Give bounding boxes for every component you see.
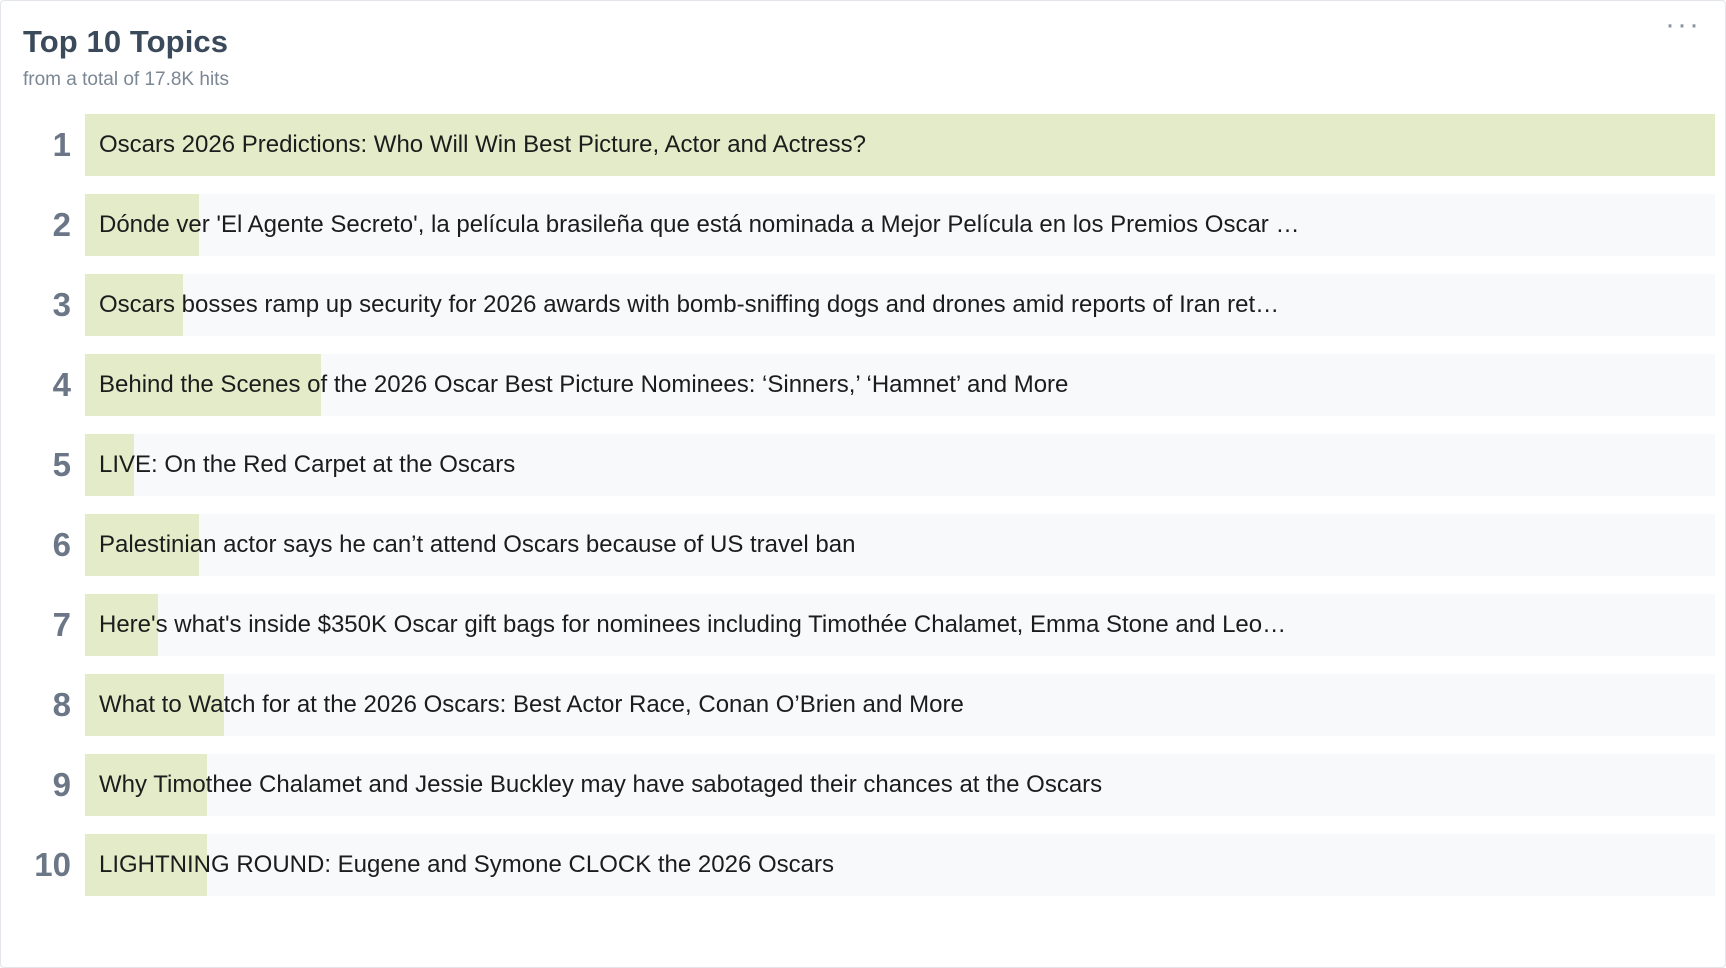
bar-track[interactable]	[85, 354, 1715, 416]
list-item[interactable]	[1, 114, 1715, 176]
list-item[interactable]	[1, 274, 1715, 336]
bar-track[interactable]	[85, 594, 1715, 656]
bar-track[interactable]	[85, 834, 1715, 896]
topic-label: Behind the Scenes of the 2026 Oscar Best Picture Nominees: ‘Sinners,’ ‘Hamnet’ and More	[99, 370, 1069, 398]
list-item[interactable]	[1, 834, 1715, 896]
rank-label: 5	[52, 445, 71, 483]
rank-label: 3	[52, 285, 71, 323]
rank-label: 8	[52, 685, 71, 723]
rank-label: 10	[34, 845, 71, 883]
topic-label: What to Watch for at the 2026 Oscars: Best Actor Race, Conan O’Brien and More	[99, 690, 964, 718]
bar-track[interactable]	[85, 274, 1715, 336]
topic-label: Why Timothee Chalamet and Jessie Buckley may have sabotaged their chances at the Oscars	[99, 770, 1103, 798]
topic-label: Dónde ver 'El Agente Secreto', la película brasileña que está nominada a Mejor Película en los Premios Oscar …	[99, 210, 1300, 238]
topic-label: LIVE: On the Red Carpet at the Oscars	[99, 450, 516, 478]
rank-label: 4	[52, 365, 71, 403]
page-title: Top 10 Topics	[23, 24, 229, 59]
rank-label: 1	[52, 125, 71, 163]
list-item[interactable]	[1, 594, 1715, 656]
list-item[interactable]	[1, 514, 1715, 576]
topic-label: Oscars 2026 Predictions: Who Will Win Best Picture, Actor and Actress?	[99, 130, 866, 158]
list-item[interactable]	[1, 354, 1715, 416]
list-item[interactable]	[1, 754, 1715, 816]
rank-label: 6	[52, 525, 71, 563]
list-item[interactable]	[1, 434, 1715, 496]
topics-list	[1, 114, 1725, 896]
topic-label: LIGHTNING ROUND: Eugene and Symone CLOCK the 2026 Oscars	[99, 850, 834, 878]
card-header	[1, 1, 1725, 92]
topic-label: Oscars bosses ramp up security for 2026 awards with bomb-sniffing dogs and drones amid reports of Iran ret…	[99, 290, 1280, 318]
list-item[interactable]	[1, 674, 1715, 736]
bar-track[interactable]	[85, 114, 1715, 176]
bar-track[interactable]	[85, 514, 1715, 576]
ellipsis-icon[interactable]: ···	[1665, 8, 1701, 41]
bar-track[interactable]	[85, 754, 1715, 816]
bar-track[interactable]	[85, 434, 1715, 496]
rank-label: 7	[52, 605, 71, 643]
bar-track[interactable]	[85, 194, 1715, 256]
rank-label: 2	[52, 205, 71, 243]
list-item[interactable]	[1, 194, 1715, 256]
bar-track[interactable]	[85, 674, 1715, 736]
card-subtitle: from a total of 17.8K hits	[23, 69, 229, 91]
topic-label: Palestinian actor says he can’t attend Oscars because of US travel ban	[99, 530, 856, 558]
topic-label: Here's what's inside $350K Oscar gift bags for nominees including Timothée Chalamet, Emma Stone and Leo…	[99, 610, 1287, 638]
rank-label: 9	[52, 765, 71, 803]
